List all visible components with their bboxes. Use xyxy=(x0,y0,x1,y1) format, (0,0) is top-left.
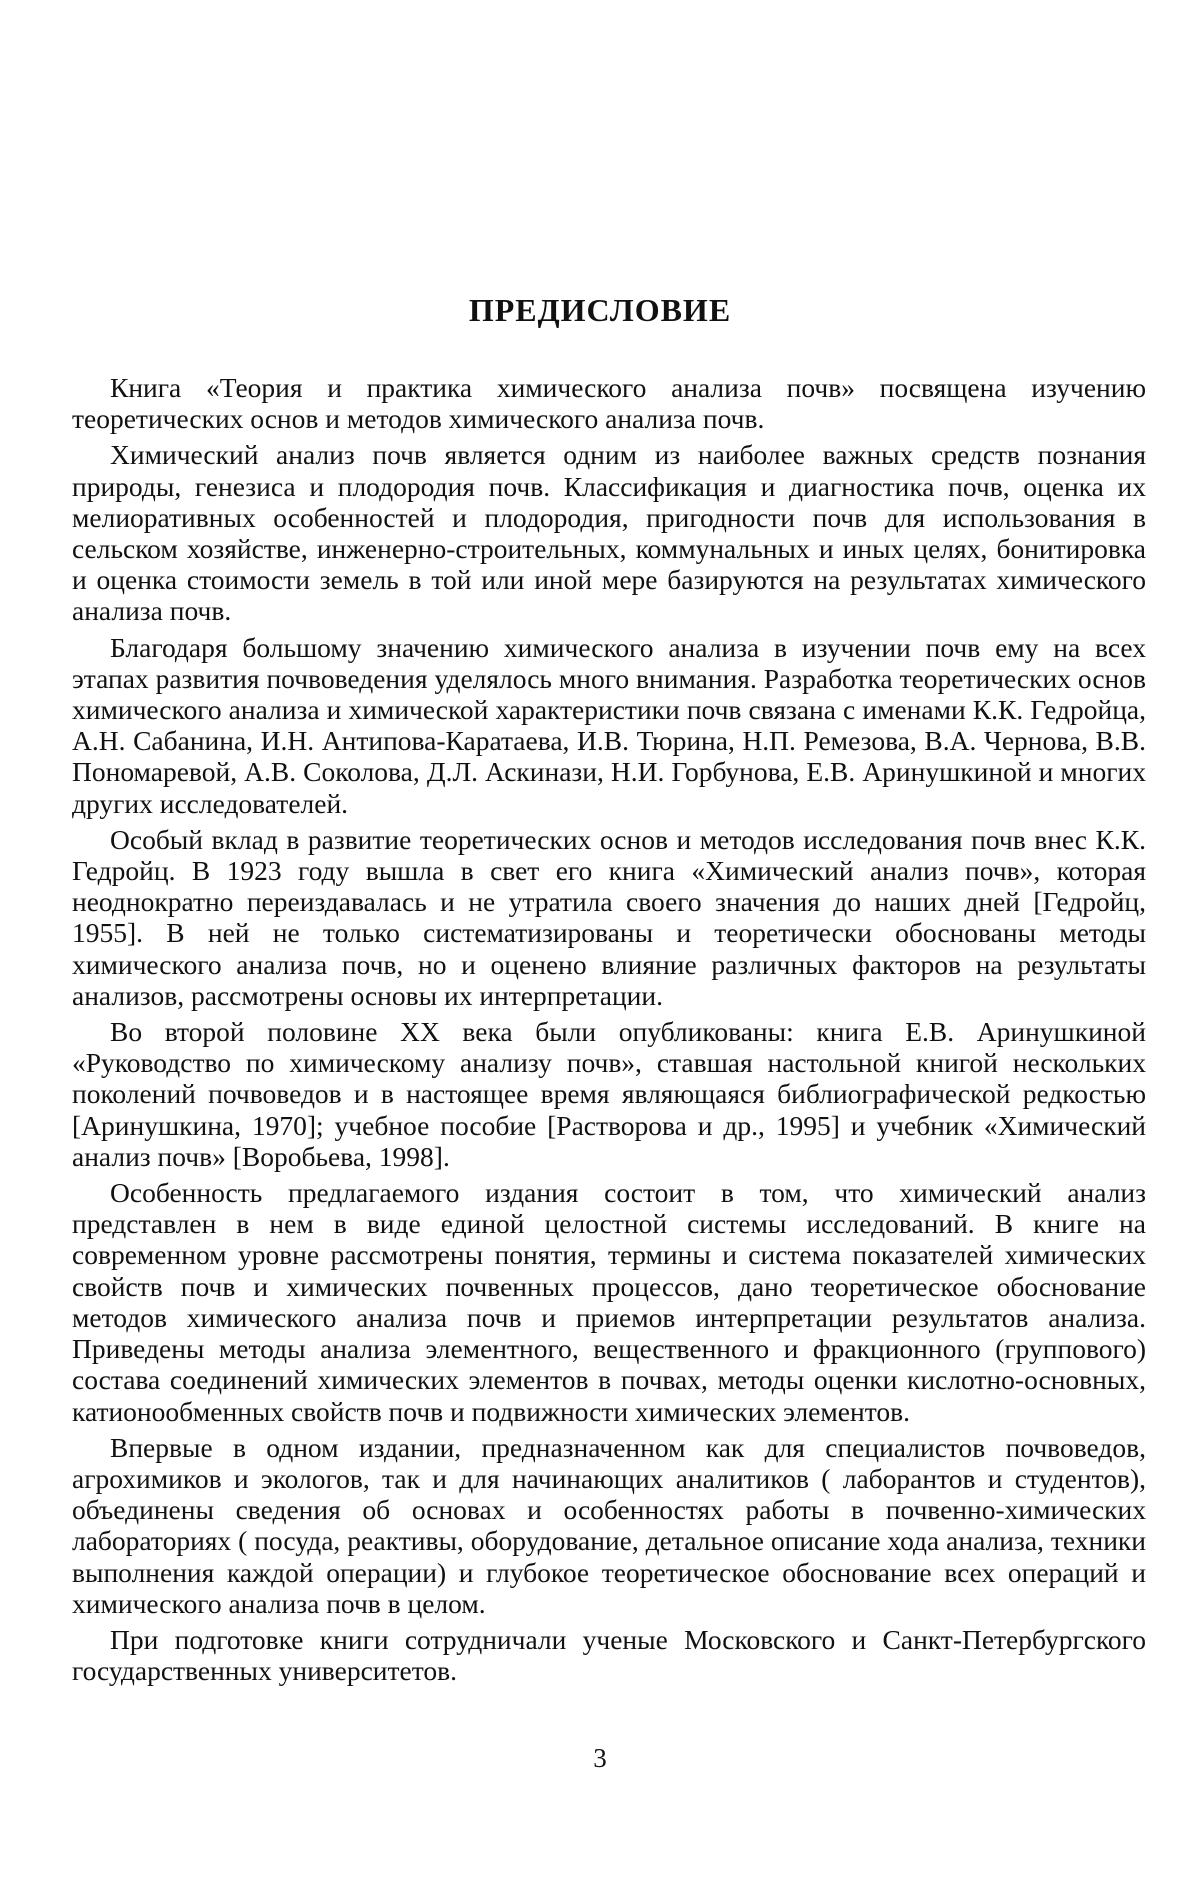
paragraph-6: Особенность предлагаемого издания состоит в том, что химический анализ представлен в нем в виде единой целостной системы исследований. В книге на современном уровне рассмотрены понятия, термины и система показателей химических свойств почв и химических почвенных процессов, дано теоретическое обоснование методов химического анализа почв и приемов интерпретации результатов анализа. Приведены методы анализа элементного, вещественного и фракционного (группового) состава соединений химических элементов в почвах, методы оценки кислотно-основных, катионообменных свойств почв и подвижности химических элементов. xyxy=(72,1177,1146,1427)
paragraph-8: При подготовке книги сотрудничали ученые Московского и Санкт-Петербургского государственных университетов. xyxy=(72,1623,1146,1687)
preface-body xyxy=(72,372,1146,1691)
paragraph-2: Химический анализ почв является одним из наиболее важных средств познания природы, генезиса и плодородия почв. Классификация и диагностика почв, оценка их мелиоративных особенностей и плодородия, пригодности почв для использования в сельском хозяйстве, инженерно-строительных, коммунальных и иных целях, бонитировка и оценка стоимости земель в той или иной мере базируются на результатах химического анализа почв. xyxy=(72,439,1146,627)
page-number: 3 xyxy=(593,1743,607,1773)
paragraph-5: Во второй половине XX века были опубликованы: книга Е.В. Аринушкиной «Руководство по химическому анализу почв», ставшая настольной книгой нескольких поколений почвоведов и в настоящее время являющаяся библиографической редкостью [Аринушкина, 1970]; учебное пособие [Растворова и др., 1995] и учебник «Химический анализ почв» [Воробьева, 1998]. xyxy=(72,1016,1146,1172)
page-title: ПРЕДИСЛОВИЕ xyxy=(468,292,732,328)
paragraph-4: Особый вклад в развитие теоретических основ и методов исследования почв внес К.К. Гедройц. В 1923 году вышла в свет его книга «Химический анализ почв», которая неоднократно переиздавалась и не утратила своего значения до наших дней [Гедройц, 1955]. В ней не только систематизированы и теоретически обоснованы методы химического анализа почв, но и оценено влияние различных факторов на результаты анализов, рассмотрены основы их интерпретации. xyxy=(72,823,1146,1011)
paragraph-7: Впервые в одном издании, предназначенном как для специалистов почвоведов, агрохимиков и экологов, так и для начинающих аналитиков ( лаборантов и студентов), объединены сведения об основах и особенностях работы в почвенно-химических лабораториях ( посуда, реактивы, оборудование, детальное описание хода анализа, техники выполнения каждой операции) и глубокое теоретическое обоснование всех операций и химического анализа почв в целом. xyxy=(72,1431,1146,1619)
paragraph-3: Благодаря большому значению химического анализа в изучении почв ему на всех этапах развития почвоведения уделялось много внимания. Разработка теоретических основ химического анализа и химической характеристики почв связана с именами К.К. Гедройца, А.Н. Сабанина, И.Н. Антипова-Каратаева, И.В. Тюрина, Н.П. Ремезова, В.А. Чернова, В.В. Пономаревой, А.В. Соколова, Д.Л. Аскинази, Н.И. Горбунова, Е.В. Аринушкиной и многих других исследователей. xyxy=(72,631,1146,819)
paragraph-1: Книга «Теория и практика химического анализа почв» посвящена изучению теоретических основ и методов химического анализа почв. xyxy=(72,372,1146,435)
